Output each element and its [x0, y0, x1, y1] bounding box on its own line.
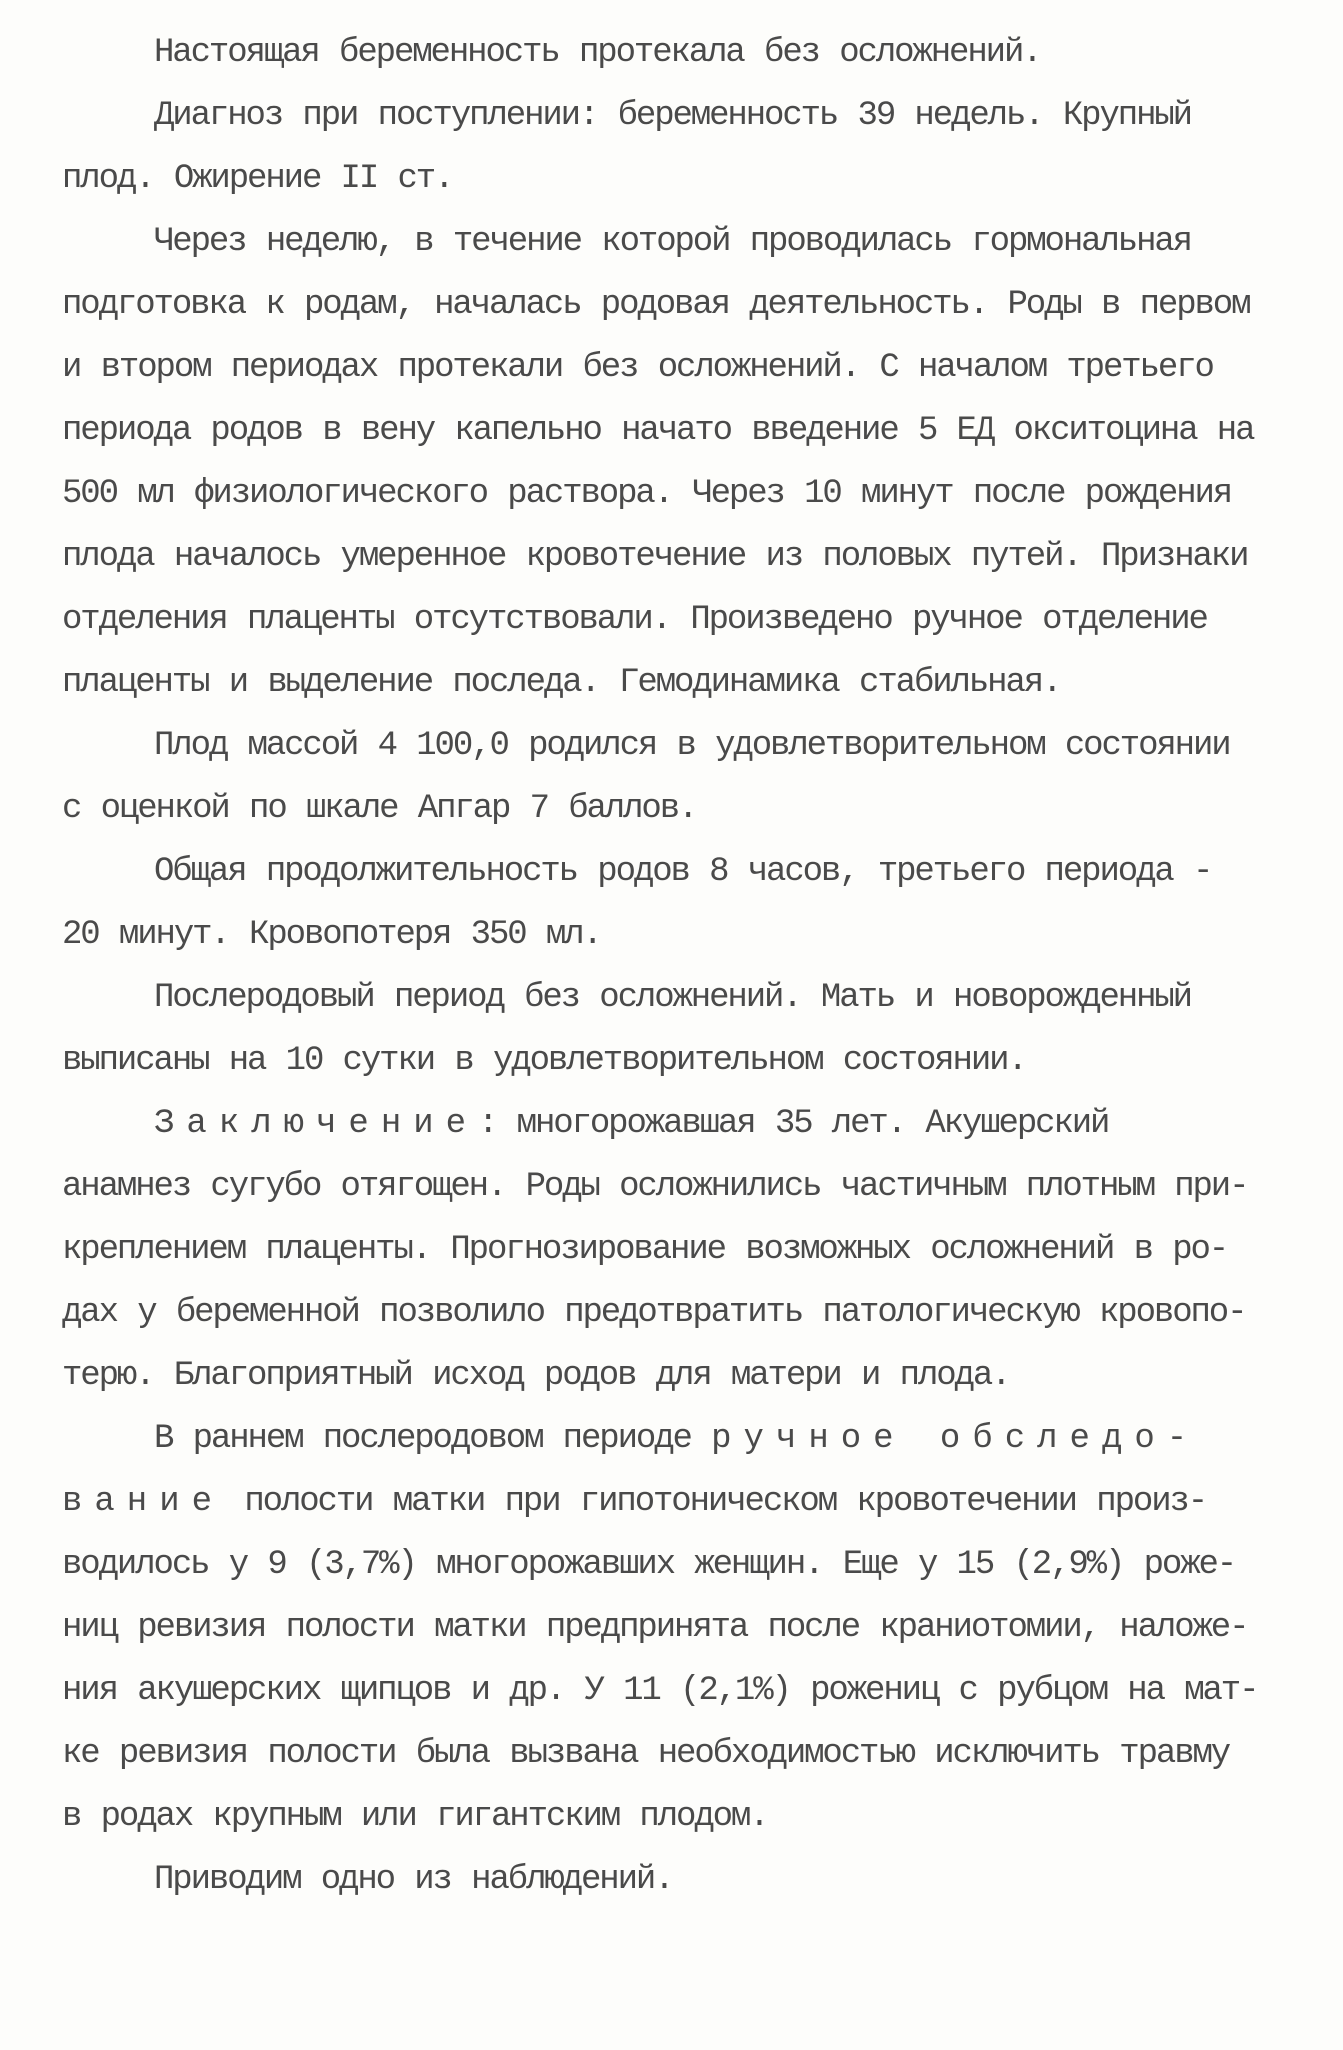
text-line: креплением плаценты. Прогнозирование возможных осложнений в ро- — [62, 1231, 1228, 1269]
text-line: Настоящая беременность протекала без осложнений. — [154, 34, 1041, 72]
text-line: дах у беременной позволило предотвратить патологическую кровопо- — [62, 1294, 1246, 1332]
text-line — [62, 1408, 1282, 1471]
text-line: водилось у 9 (3,7%) многорожавших женщин. Еще у 15 (2,9%) роже- — [62, 1546, 1236, 1584]
text-line: 500 мл физиологического раствора. Через 10 минут после рождения — [62, 475, 1232, 513]
text-line: ниц ревизия полости матки предпринята после краниотомии, наложе- — [62, 1609, 1248, 1647]
line-rest: : многорожавшая 35 лет. Акушерский — [478, 1105, 1109, 1143]
spaced-heading: Заключение — [154, 1105, 479, 1143]
spaced-term: ручное обследо- — [711, 1420, 1200, 1458]
text-line: выписаны на 10 сутки в удовлетворительном состоянии. — [62, 1042, 1026, 1080]
text-line: в родах крупным или гигантским плодом. — [62, 1798, 768, 1836]
text-line: подготовка к родам, началась родовая деятельность. Роды в первом — [62, 286, 1250, 324]
document-body — [62, 22, 1282, 1912]
text-line: терю. Благоприятный исход родов для матери и плода. — [62, 1357, 1010, 1395]
text-line — [62, 1471, 1282, 1534]
text-line: 20 минут. Кровопотеря 350 мл. — [62, 916, 601, 954]
text-line: и втором периодах протекали без осложнений. С началом третьего — [62, 349, 1213, 387]
text-line — [62, 1093, 1282, 1156]
line-rest: полости матки при гипотоническом кровотечении произ- — [224, 1483, 1207, 1521]
text-line: Общая продолжительность родов 8 часов, третьего периода - — [154, 853, 1212, 891]
text-line: Через неделю, в течение которой проводилась гормональная — [154, 223, 1191, 261]
text-line: плода началось умеренное кровотечение из половых путей. Признаки — [62, 538, 1248, 576]
line-rest: В раннем послеродовом периоде — [154, 1420, 691, 1458]
spaced-term: вание — [62, 1483, 225, 1521]
text-line: ния акушерских щипцов и др. У 11 (2,1%) рожениц с рубцом на мат- — [62, 1672, 1258, 1710]
text-line: Плод массой 4 100,0 родился в удовлетворительном состоянии — [154, 727, 1230, 765]
text-line: отделения плаценты отсутствовали. Произведено ручное отделение — [62, 601, 1207, 639]
text-line: периода родов в вену капельно начато введение 5 ЕД окситоцина на — [62, 412, 1254, 450]
text-line: Послеродовый период без осложнений. Мать и новорожденный — [154, 979, 1191, 1017]
text-line: с оценкой по шкале Апгар 7 баллов. — [62, 790, 697, 828]
text-line: Приводим одно из наблюдений. — [154, 1861, 673, 1899]
text-line: Диагноз при поступлении: беременность 39 недель. Крупный — [154, 97, 1191, 135]
text-line: анамнез сугубо отягощен. Роды осложнились частичным плотным при- — [62, 1168, 1248, 1206]
text-line: плод. Ожирение II ст. — [62, 160, 453, 198]
text-line: плаценты и выделение последа. Гемодинамика стабильная. — [62, 664, 1061, 702]
text-line: ке ревизия полости была вызвана необходимостью исключить травму — [62, 1735, 1230, 1773]
